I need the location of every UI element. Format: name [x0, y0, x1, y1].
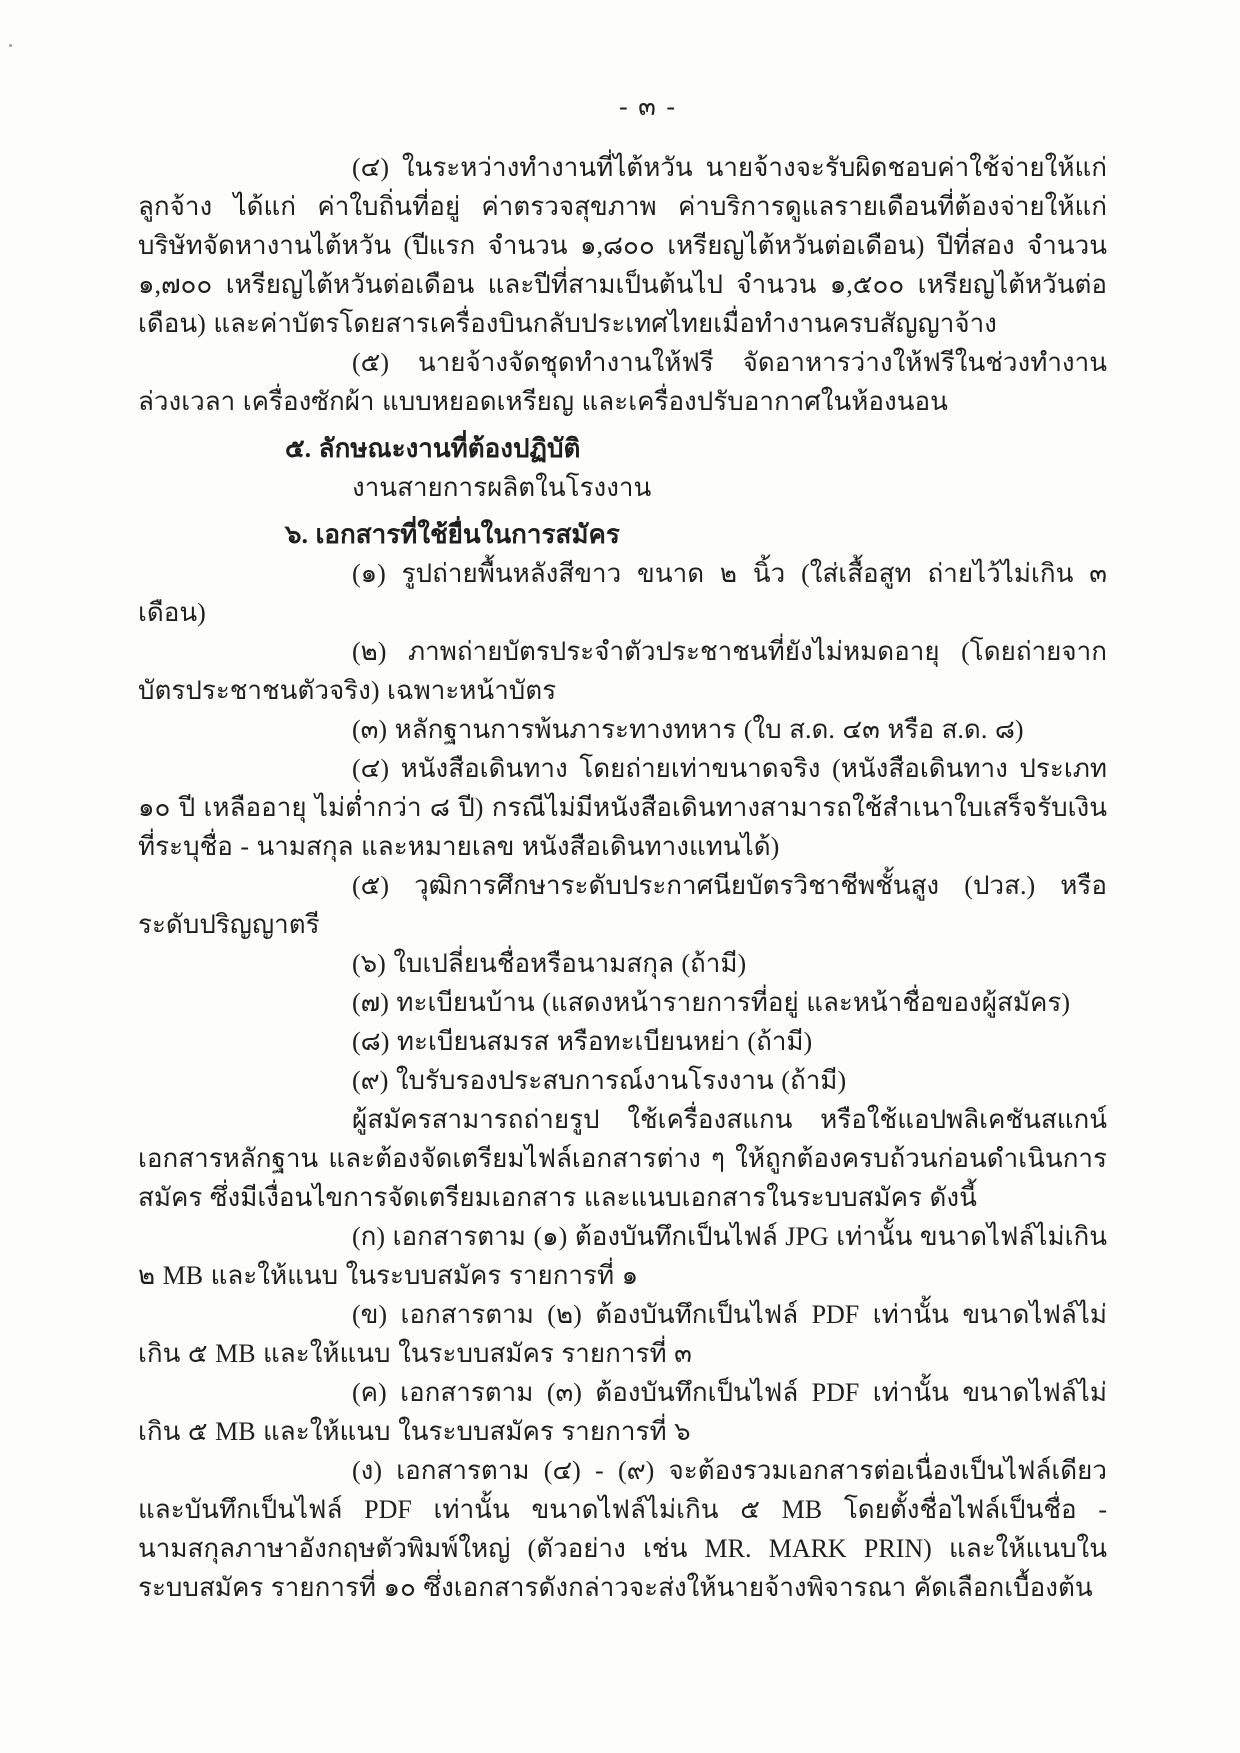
- paragraph: (๖) ใบเปลี่ยนชื่อหรือนามสกุล (ถ้ามี): [352, 949, 747, 978]
- paragraph: (๘) ทะเบียนสมรส หรือทะเบียนหย่า (ถ้ามี): [352, 1027, 813, 1056]
- section-heading: ๕. ลักษณะงานที่ต้องปฏิบัติ: [285, 434, 581, 463]
- paragraph: (ค) เอกสารตาม (๓) ต้องบันทึกเป็นไฟล์ PDF เท่านั้น ขนาดไฟล์ไม่เกิน ๕ MB และให้แนบ ในระบบสมัคร รายการที่ ๖: [138, 1378, 1107, 1446]
- scan-artifact-dot: [9, 44, 12, 47]
- paragraph: (๒) ภาพถ่ายบัตรประจำตัวประชาชนที่ยังไม่หมดอายุ (โดยถ่ายจากบัตรประชาชนตัวจริง) เฉพาะหน้าบัตร: [138, 637, 1107, 705]
- section-heading: ๖. เอกสารที่ใช้ยื่นในการสมัคร: [285, 520, 620, 549]
- paragraph: (๕) วุฒิการศึกษาระดับประกาศนียบัตรวิชาชีพชั้นสูง (ปวส.) หรือระดับปริญญาตรี: [138, 871, 1107, 939]
- paragraph: (๑) รูปถ่ายพื้นหลังสีขาว ขนาด ๒ นิ้ว (ใส่เสื้อสูท ถ่ายไว้ไม่เกิน ๓ เดือน): [138, 559, 1107, 627]
- paragraph: งานสายการผลิตในโรงงาน: [352, 473, 652, 502]
- paragraph: (๗) ทะเบียนบ้าน (แสดงหน้ารายการที่อยู่ และหน้าชื่อของผู้สมัคร): [352, 988, 1070, 1017]
- paragraph: ผู้สมัครสามารถถ่ายรูป ใช้เครื่องสแกน หรือใช้แอปพลิเคชันสแกน์เอกสารหลักฐาน และต้องจัดเตรียมไฟล์เอกสารต่าง ๆ ให้ถูกต้องครบถ้วนก่อนดำเนินการสมัคร ซึ่งมีเงื่อนไขการจัดเตรียมเอกสาร และแนบเอกสารในระบบสมัคร ดังนี้: [138, 1105, 1107, 1212]
- paragraph: (๔) ในระหว่างทำงานที่ไต้หวัน นายจ้างจะรับผิดชอบค่าใช้จ่ายให้แก่ลูกจ้าง ได้แก่ ค่าใบถิ่นที่อยู่ ค่าตรวจสุขภาพ ค่าบริการดูแลรายเดือนที่ต้องจ่ายให้แก่บริษัทจัดหางานไต้หวัน (ปีแรก จำนวน ๑,๘๐๐ เหรียญไต้หวันต่อเดือน) ปีที่สอง จำนวน ๑,๗๐๐ เหรียญไต้หวันต่อเดือน และปีที่สามเป็นต้นไป จำนวน ๑,๕๐๐ เหรียญไต้หวันต่อเดือน) และค่าบัตรโดยสารเครื่องบินกลับประเทศไทยเมื่อทำงานครบสัญญาจ้าง: [138, 153, 1107, 338]
- page-number: - ๓ -: [618, 92, 678, 121]
- paragraph: (ง) เอกสารตาม (๔) - (๙) จะต้องรวมเอกสารต่อเนื่องเป็นไฟล์เดียว และบันทึกเป็นไฟล์ PDF เท่านั้น ขนาดไฟล์ไม่เกิน ๕ MB โดยตั้งชื่อไฟล์เป็นชื่อ - นามสกุลภาษาอังกฤษตัวพิมพ์ใหญ่ (ตัวอย่าง เช่น MR. MARK PRIN) และให้แนบในระบบสมัคร รายการที่ ๑๐ ซึ่งเอกสารดังกล่าวจะส่งให้นายจ้างพิจารณา คัดเลือกเบื้องต้น: [138, 1456, 1107, 1602]
- paragraph: (๔) หนังสือเดินทาง โดยถ่ายเท่าขนาดจริง (หนังสือเดินทาง ประเภท ๑๐ ปี เหลืออายุ ไม่ต่ำกว่า ๘ ปี) กรณีไม่มีหนังสือเดินทางสามารถใช้สำเนาใบเสร็จรับเงินที่ระบุชื่อ - นามสกุล และหมายเลข หนังสือเดินทางแทนได้): [138, 754, 1107, 861]
- paragraph: (๓) หลักฐานการพ้นภาระทางทหาร (ใบ ส.ด. ๔๓ หรือ ส.ด. ๘): [352, 715, 1024, 744]
- paragraph: (ข) เอกสารตาม (๒) ต้องบันทึกเป็นไฟล์ PDF เท่านั้น ขนาดไฟล์ไม่เกิน ๕ MB และให้แนบ ในระบบสมัคร รายการที่ ๓: [138, 1300, 1107, 1368]
- document-content: [138, 148, 1107, 1607]
- paragraph: (๕) นายจ้างจัดชุดทำงานให้ฟรี จัดอาหารว่างให้ฟรีในช่วงทำงานล่วงเวลา เครื่องซักผ้า แบบหยอดเหรียญ และเครื่องปรับอากาศในห้องนอน: [138, 348, 1107, 416]
- paragraph: (ก) เอกสารตาม (๑) ต้องบันทึกเป็นไฟล์ JPG เท่านั้น ขนาดไฟล์ไม่เกิน ๒ MB และให้แนบ ในระบบสมัคร รายการที่ ๑: [138, 1222, 1107, 1290]
- paragraph: (๙) ใบรับรองประสบการณ์งานโรงงาน (ถ้ามี): [352, 1066, 847, 1095]
